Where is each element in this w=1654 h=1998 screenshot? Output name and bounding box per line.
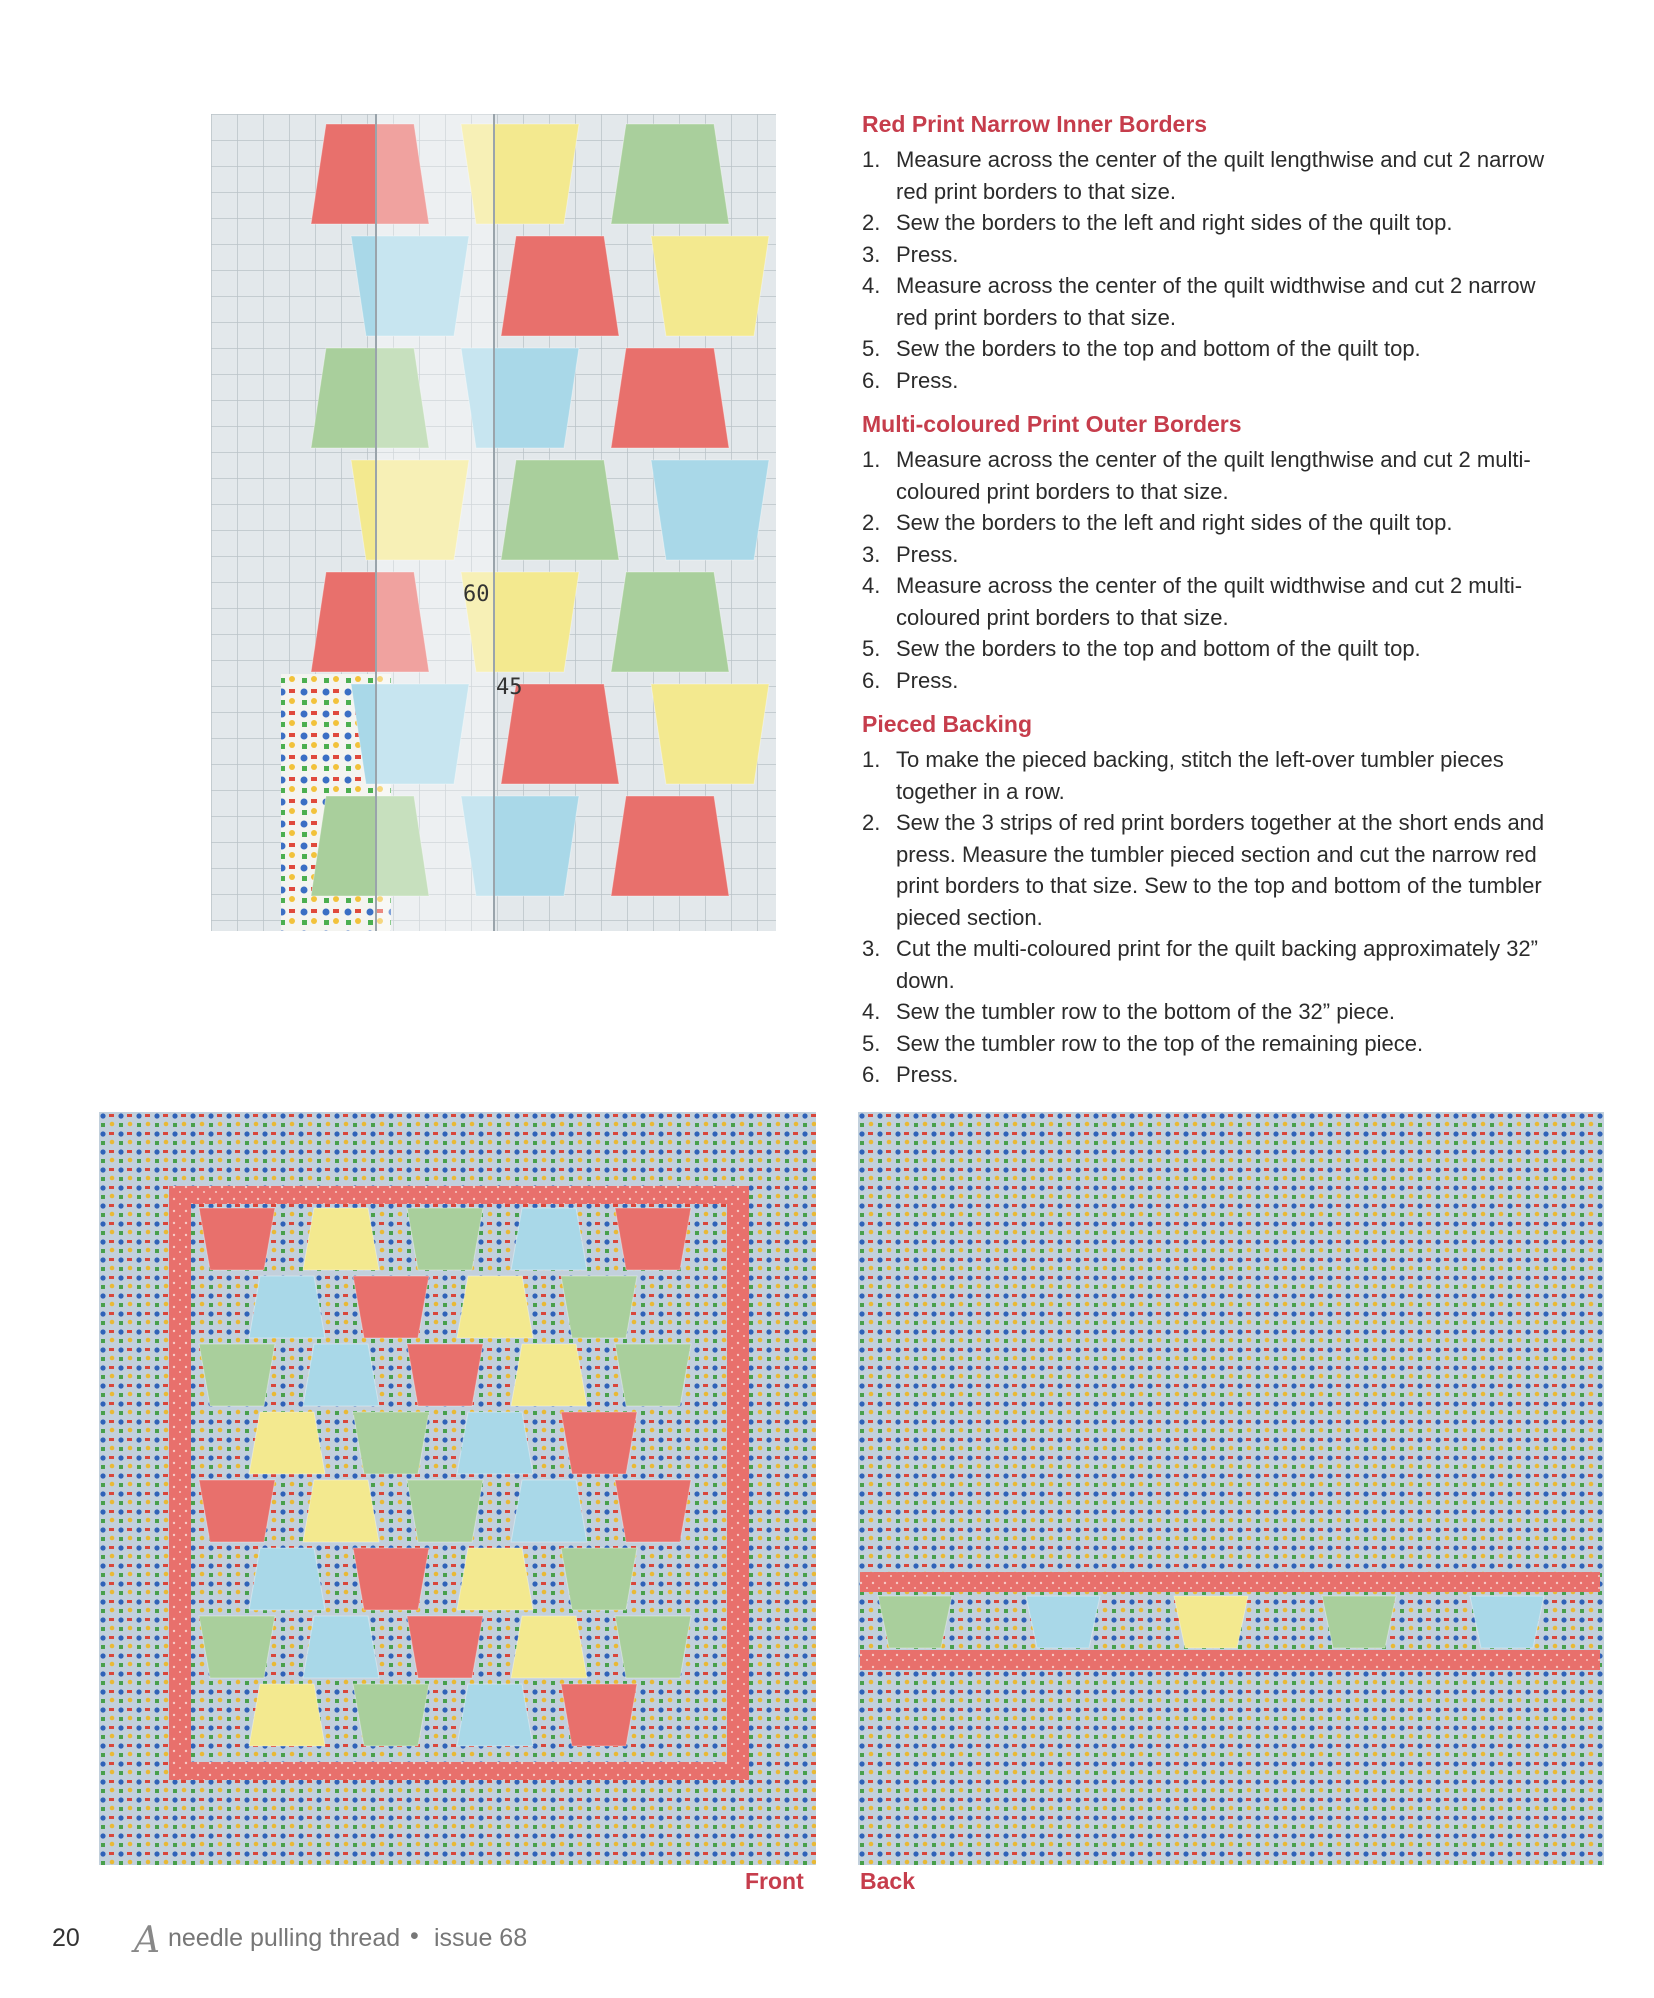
- tumbler-block: [611, 348, 729, 448]
- tumbler-block: [353, 1684, 429, 1746]
- tumbler-block: [1026, 1596, 1100, 1648]
- section-heading: Red Print Narrow Inner Borders: [862, 111, 1208, 137]
- section-red-inner-borders: [862, 110, 1552, 396]
- tumbler-block: [303, 1616, 379, 1678]
- tumbler-block: [615, 1344, 691, 1406]
- step-item: 5. Sew the borders to the top and bottom of the quilt top.: [862, 336, 1421, 361]
- section-outer-borders: [862, 410, 1552, 696]
- quilt-back-photo: [858, 1112, 1604, 1865]
- tumbler-block: [511, 1344, 587, 1406]
- tumbler-block: [303, 1480, 379, 1542]
- tumbler-block: [353, 1548, 429, 1610]
- tumbler-block: [457, 1276, 533, 1338]
- tumbler-block: [249, 1684, 325, 1746]
- magazine-logo-letter: A: [134, 1920, 160, 1961]
- tumbler-block: [249, 1276, 325, 1338]
- step-item: 4. Sew the tumbler row to the bottom of the 32” piece.: [862, 999, 1395, 1024]
- tumbler-block: [501, 236, 619, 336]
- step-item: 1. Measure across the center of the quilt lengthwise and cut 2 multi-coloured print borders to that size.: [862, 447, 1531, 504]
- tumbler-block: [611, 796, 729, 896]
- tumbler-block: [457, 1684, 533, 1746]
- step-item: 1. To make the pieced backing, stitch the left-over tumbler pieces together in a row.: [862, 747, 1504, 804]
- cutting-photo: [211, 114, 776, 931]
- tumbler-block: [1174, 1596, 1248, 1648]
- step-item: 2. Sew the borders to the left and right sides of the quilt top.: [862, 210, 1453, 235]
- tumbler-block: [511, 1480, 587, 1542]
- tumbler-block: [353, 1412, 429, 1474]
- footer-separator: •: [410, 1922, 419, 1950]
- tumbler-block: [199, 1208, 275, 1270]
- step-item: 4. Measure across the center of the quilt widthwise and cut 2 narrow red print borders to that size.: [862, 273, 1536, 330]
- tumbler-block: [615, 1208, 691, 1270]
- tumbler-block: [407, 1208, 483, 1270]
- step-list: [862, 144, 1552, 396]
- section-heading: Multi-coloured Print Outer Borders: [862, 411, 1242, 437]
- tumbler-block: [561, 1276, 637, 1338]
- tumbler-block: [407, 1616, 483, 1678]
- tumbler-block: [303, 1344, 379, 1406]
- tumbler-block: [651, 684, 769, 784]
- step-item: 1. Measure across the center of the quilt lengthwise and cut 2 narrow red print borders to that size.: [862, 147, 1545, 204]
- tumbler-block: [407, 1480, 483, 1542]
- tumbler-block: [457, 1548, 533, 1610]
- ruler-mark-45: 45: [496, 675, 523, 700]
- step-item: 6. Press.: [862, 667, 959, 693]
- tumbler-block: [511, 1208, 587, 1270]
- step-item: 4. Measure across the center of the quilt widthwise and cut 2 multi-coloured print borders to that size.: [862, 573, 1523, 630]
- instructions-column: [862, 110, 1552, 1091]
- step-item: 5. Sew the borders to the top and bottom of the quilt top.: [862, 636, 1421, 661]
- caption-front: Front: [745, 1868, 804, 1894]
- tumbler-block: [407, 1344, 483, 1406]
- step-item: 5. Sew the tumbler row to the top of the remaining piece.: [862, 1030, 1424, 1056]
- issue-label: issue 68: [434, 1924, 528, 1952]
- tumbler-block: [611, 124, 729, 224]
- tumbler-block: [615, 1616, 691, 1678]
- section-heading: Pieced Backing: [862, 711, 1033, 737]
- tumbler-block: [561, 1684, 637, 1746]
- step-item: 6. Press.: [862, 367, 959, 393]
- tumbler-block: [611, 572, 729, 672]
- tumbler-block: [249, 1548, 325, 1610]
- tumbler-block: [303, 1208, 379, 1270]
- tumbler-block: [457, 1412, 533, 1474]
- magazine-name: needle pulling thread: [168, 1924, 401, 1952]
- step-item: 3. Cut the multi-coloured print for the quilt backing approximately 32” down.: [862, 936, 1538, 993]
- tumbler-block: [561, 1548, 637, 1610]
- step-item: 2. Sew the borders to the left and right sides of the quilt top.: [862, 510, 1453, 535]
- page-number: 20: [52, 1924, 80, 1952]
- step-item: 3. Press.: [862, 541, 959, 567]
- tumbler-block: [615, 1480, 691, 1542]
- tumbler-block: [199, 1344, 275, 1406]
- ruler: [376, 114, 494, 931]
- tumbler-block: [511, 1616, 587, 1678]
- tumbler-block: [353, 1276, 429, 1338]
- tumbler-block: [651, 236, 769, 336]
- tumbler-block: [561, 1412, 637, 1474]
- tumbler-block: [501, 460, 619, 560]
- step-item: 3. Press.: [862, 241, 959, 267]
- tumbler-block: [1470, 1596, 1544, 1648]
- tumbler-block: [199, 1616, 275, 1678]
- step-list: [862, 744, 1552, 1091]
- caption-back: Back: [860, 1868, 915, 1894]
- step-item: 6. Press.: [862, 1062, 959, 1087]
- tumbler-block: [878, 1596, 952, 1648]
- tumbler-block: [199, 1480, 275, 1542]
- step-item: 2. Sew the 3 strips of red print borders together at the short ends and press. Measure the tumbler pieced section and cut the narrow red print borders to that size. Sew to the top and bottom of the tumbler pieced section.: [862, 810, 1545, 930]
- tumbler-block: [1322, 1596, 1396, 1648]
- tumbler-block: [651, 460, 769, 560]
- quilt-front-photo: [99, 1112, 816, 1865]
- ruler-mark-60: 60: [463, 582, 490, 607]
- tumbler-block: [249, 1412, 325, 1474]
- section-pieced-backing: [862, 710, 1552, 1091]
- step-list: [862, 444, 1552, 696]
